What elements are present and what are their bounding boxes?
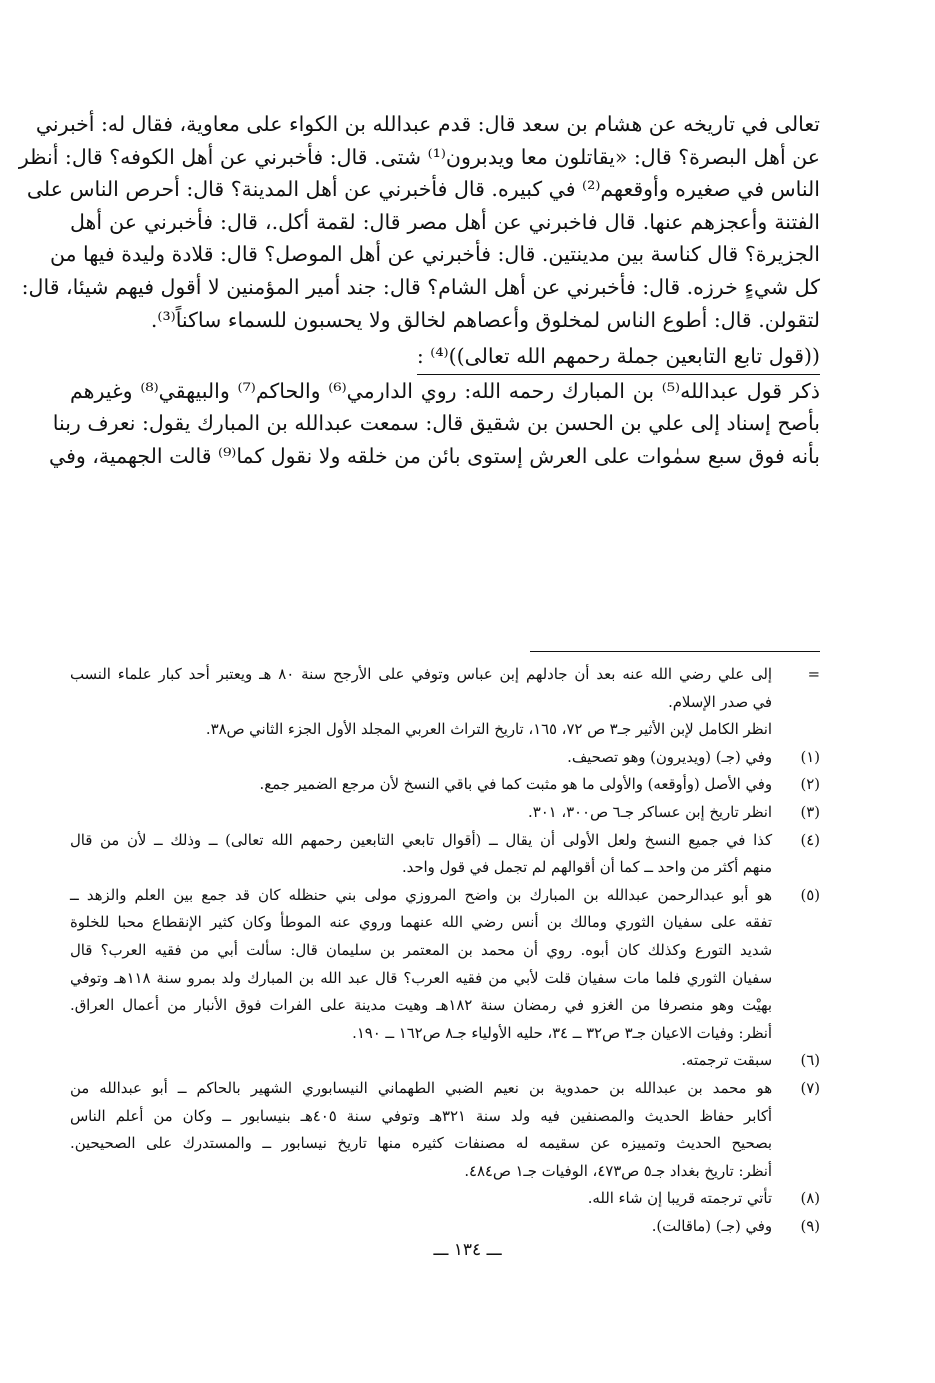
footnote-line: أكابر حفاظ الحديث والمصنفين فيه ولد سنة ٣٢١هـ وتوفي سنة ٤٠٥هـ بنيسابور ــ وكان من أعلم الناس [70, 1107, 772, 1125]
footnote-line: بهيْت وهو منصرفا من الغزو في رمضان سنة ١٨٢هـ وهيت مدينة على الفرات فوق الأنبار من أعمال العراق. [70, 997, 772, 1015]
footnote-line: وفي الأصل (وأوقعه) والأولى ما هو مثبت كما في باقي النسخ لأن مرجع الضمير جمع. [259, 776, 772, 794]
footnote-divider [530, 651, 820, 652]
footnote [70, 1213, 820, 1241]
page-number: ـــ ١٣٤ ـــ [433, 1240, 502, 1260]
footnote-line: أنظر: تاريخ بغداد جـ٥ ص٤٧٣، الوفيات جـ١ ص٤٨٤. [464, 1162, 772, 1180]
footnote-number: (٣) [800, 803, 820, 821]
footnote-text [70, 827, 772, 882]
footnote-line: هو أبو عبدالرحمن عبدالله بن المبارك بن واضح المروزي مولى بني حنظله كان قد جمع بين العلم والزهد ــ [70, 886, 772, 904]
footnote-number: (١) [800, 748, 820, 766]
footnote-line: كذا في جميع النسخ ولعل الأولى أن يقال ــ (أقوال تابعي التابعين رحمهم الله تعالى) ــ وذلك ــ لأن من قال [70, 831, 772, 849]
footnote [70, 716, 820, 744]
footnote-line: تفقه على سفيان الثوري ومالك بن أنس رضي الله عنهما وروي عنه الموطأ وكان كثير الإنقطاع محبا للخلوة [70, 914, 772, 932]
footnote-number: = [807, 666, 820, 683]
footnote-text [70, 1185, 772, 1213]
footnotes [70, 661, 820, 1240]
page-body [18, 108, 820, 1235]
footnote-number: (٨) [800, 1190, 820, 1208]
text-line: الناس في صغيره وأوقعهم⁽²⁾ في كبيره. قال فأخبرني عن أهل المدينة؟ قال: أحرص الناس على [26, 177, 820, 202]
footnote-line: انظر الكامل لإبن الأثير جـ٣ ص ٧٢، ١٦٥، تاريخ التراث العربي المجلد الأول الجزء الثاني ص٣٨. [205, 721, 772, 739]
footnote-text [70, 1047, 772, 1075]
footnote-number: (٩) [800, 1217, 820, 1235]
section-heading: ((قول تابع التابعين جملة رحمهم الله تعالى))⁽⁴⁾ : [417, 340, 820, 375]
text-line: كل شيءٍ خرزه. قال: فأخبرني عن أهل الشام؟ قال: جند أمير المؤمنين لا أقول فيهم شيئا، قال: [21, 274, 820, 299]
footnote [70, 827, 820, 882]
footnote-number: (٦) [800, 1052, 820, 1070]
footnote-line: في صدر الإسلام. [668, 693, 772, 711]
text-line: ذكر قول عبدالله⁽⁵⁾ بن المبارك رحمه الله: روي الدارمي⁽⁶⁾ والحاكم⁽⁷⁾ والبيهقي⁽⁸⁾ وغيرهم [70, 378, 820, 403]
footnote [70, 771, 820, 799]
text-line: لتقولن. قال: أطوع الناس لمخلوق وأعصاهم لخالق ولا يحسبون للسماء ساكناً⁽³⁾. [150, 307, 820, 332]
paragraph-2 [49, 375, 820, 473]
footnote-line: بصحيح الحديث وتمييزه عن سقيمه له مصنفات كثيره منها تاريخ نيسابور ــ والمستدرك على الصحيحين. [70, 1135, 772, 1153]
footnote [70, 882, 820, 1048]
footnote-text [70, 882, 772, 1048]
footnote-number: (٢) [800, 776, 820, 794]
footnote [70, 1185, 820, 1213]
footnote-line: سبقت ترجمته. [681, 1052, 772, 1070]
footnote-number: (٧) [800, 1079, 820, 1097]
footnote [70, 661, 820, 716]
footnote-line: انظر تاريخ إبن عساكر جـ٦ ص٣٠٠، ٣٠١. [528, 803, 772, 821]
text-line: بأصح إسناد إلى علي بن الحسن بن شقيق قال: سمعت عبدالله بن المبارك يقول: نعرف ربنا [52, 411, 820, 436]
text-line: بأنه فوق سبع سمٰوات على العرش إستوى بائن من خلقه ولا نقول كما⁽⁹⁾ قالت الجهمية، وفي [49, 443, 820, 468]
footnote-number: (٤) [800, 831, 820, 849]
text-line: الجزيرة؟ قال كناسة بين مدينتين. قال: فأخبرني عن أهل الموصل؟ قال: قلادة وليدة فيها من [49, 242, 820, 267]
footnote-number: (٥) [800, 886, 820, 904]
footnote-text [70, 744, 772, 772]
footnote-line: أنظر: وفيات الاعيان جـ٣ ص٣٢ ــ ٣٤، حليه الأولياء جـ٨ ص١٦٢ ــ ١٩٠. [352, 1024, 772, 1042]
footnote-text [70, 771, 772, 799]
footnote-text [70, 1075, 772, 1185]
text-line: عن أهل البصرة؟ قال: «يقاتلون معا ويدبرون⁽¹⁾ شتى. قال: فأخبرني عن أهل الكوفه؟ قال: أنظر [18, 144, 820, 169]
footnote-line: إلى علي رضي الله عنه بعد أن جادلهم إبن عباس وتوفي على الأرجح سنة ٨٠ هـ ويعتبر أحد كبار علماء النسب [70, 666, 772, 683]
footnote-text [70, 1213, 772, 1241]
text-line: تعالى في تاريخه عن هشام بن سعد قال: قدم عبدالله بن الكواء على معاوية، فقال له: أخبرني [35, 112, 820, 136]
footnote [70, 1075, 820, 1185]
footnote-line: وفي (جـ) (ماقالت). [651, 1217, 772, 1235]
text-line: الفتنة وأعجزهم عنها. قال فاخبرني عن أهل مصر قال: لقمة أكل.، قال: فأخبرني عن أهل [70, 209, 820, 234]
section-heading-line [70, 340, 820, 375]
footnote-text [70, 661, 772, 716]
footnote-line: سفيان الثوري فلما مات سفيان قلت لأبي من فقيه العرب؟ قال عبد الله بن المبارك ولد بمرو سنة ١١٨هـ وتوفي [70, 969, 773, 987]
footnote-line: تأتي ترجمته قريبا إن شاء الله. [587, 1190, 772, 1208]
footnote-text [70, 716, 772, 744]
footnote [70, 744, 820, 772]
footnote-text [70, 799, 772, 827]
footnote [70, 1047, 820, 1075]
paragraph-1 [18, 108, 820, 336]
footnote-line: هو محمد بن عبدالله بن حمدوية بن نعيم الضبي الطهماني النيسابوري الشهير بالحاكم ــ أبو عبدالله من [70, 1079, 772, 1097]
footnote-line: وفي (جـ) (ويديرون) وهو تصحيف. [567, 748, 772, 766]
footnote-line: منهم أكثر من واحد ــ كما أن أقوالهم لم تجمل في قول واحد. [401, 859, 772, 877]
footnote [70, 799, 820, 827]
main-text [18, 108, 820, 473]
footnote-line: شديد التورع وكذلك كان أبوه. روي أن محمد بن المعتمر بن سليمان قال: سألت أبي من فقيه العرب؟ قال [70, 941, 772, 959]
